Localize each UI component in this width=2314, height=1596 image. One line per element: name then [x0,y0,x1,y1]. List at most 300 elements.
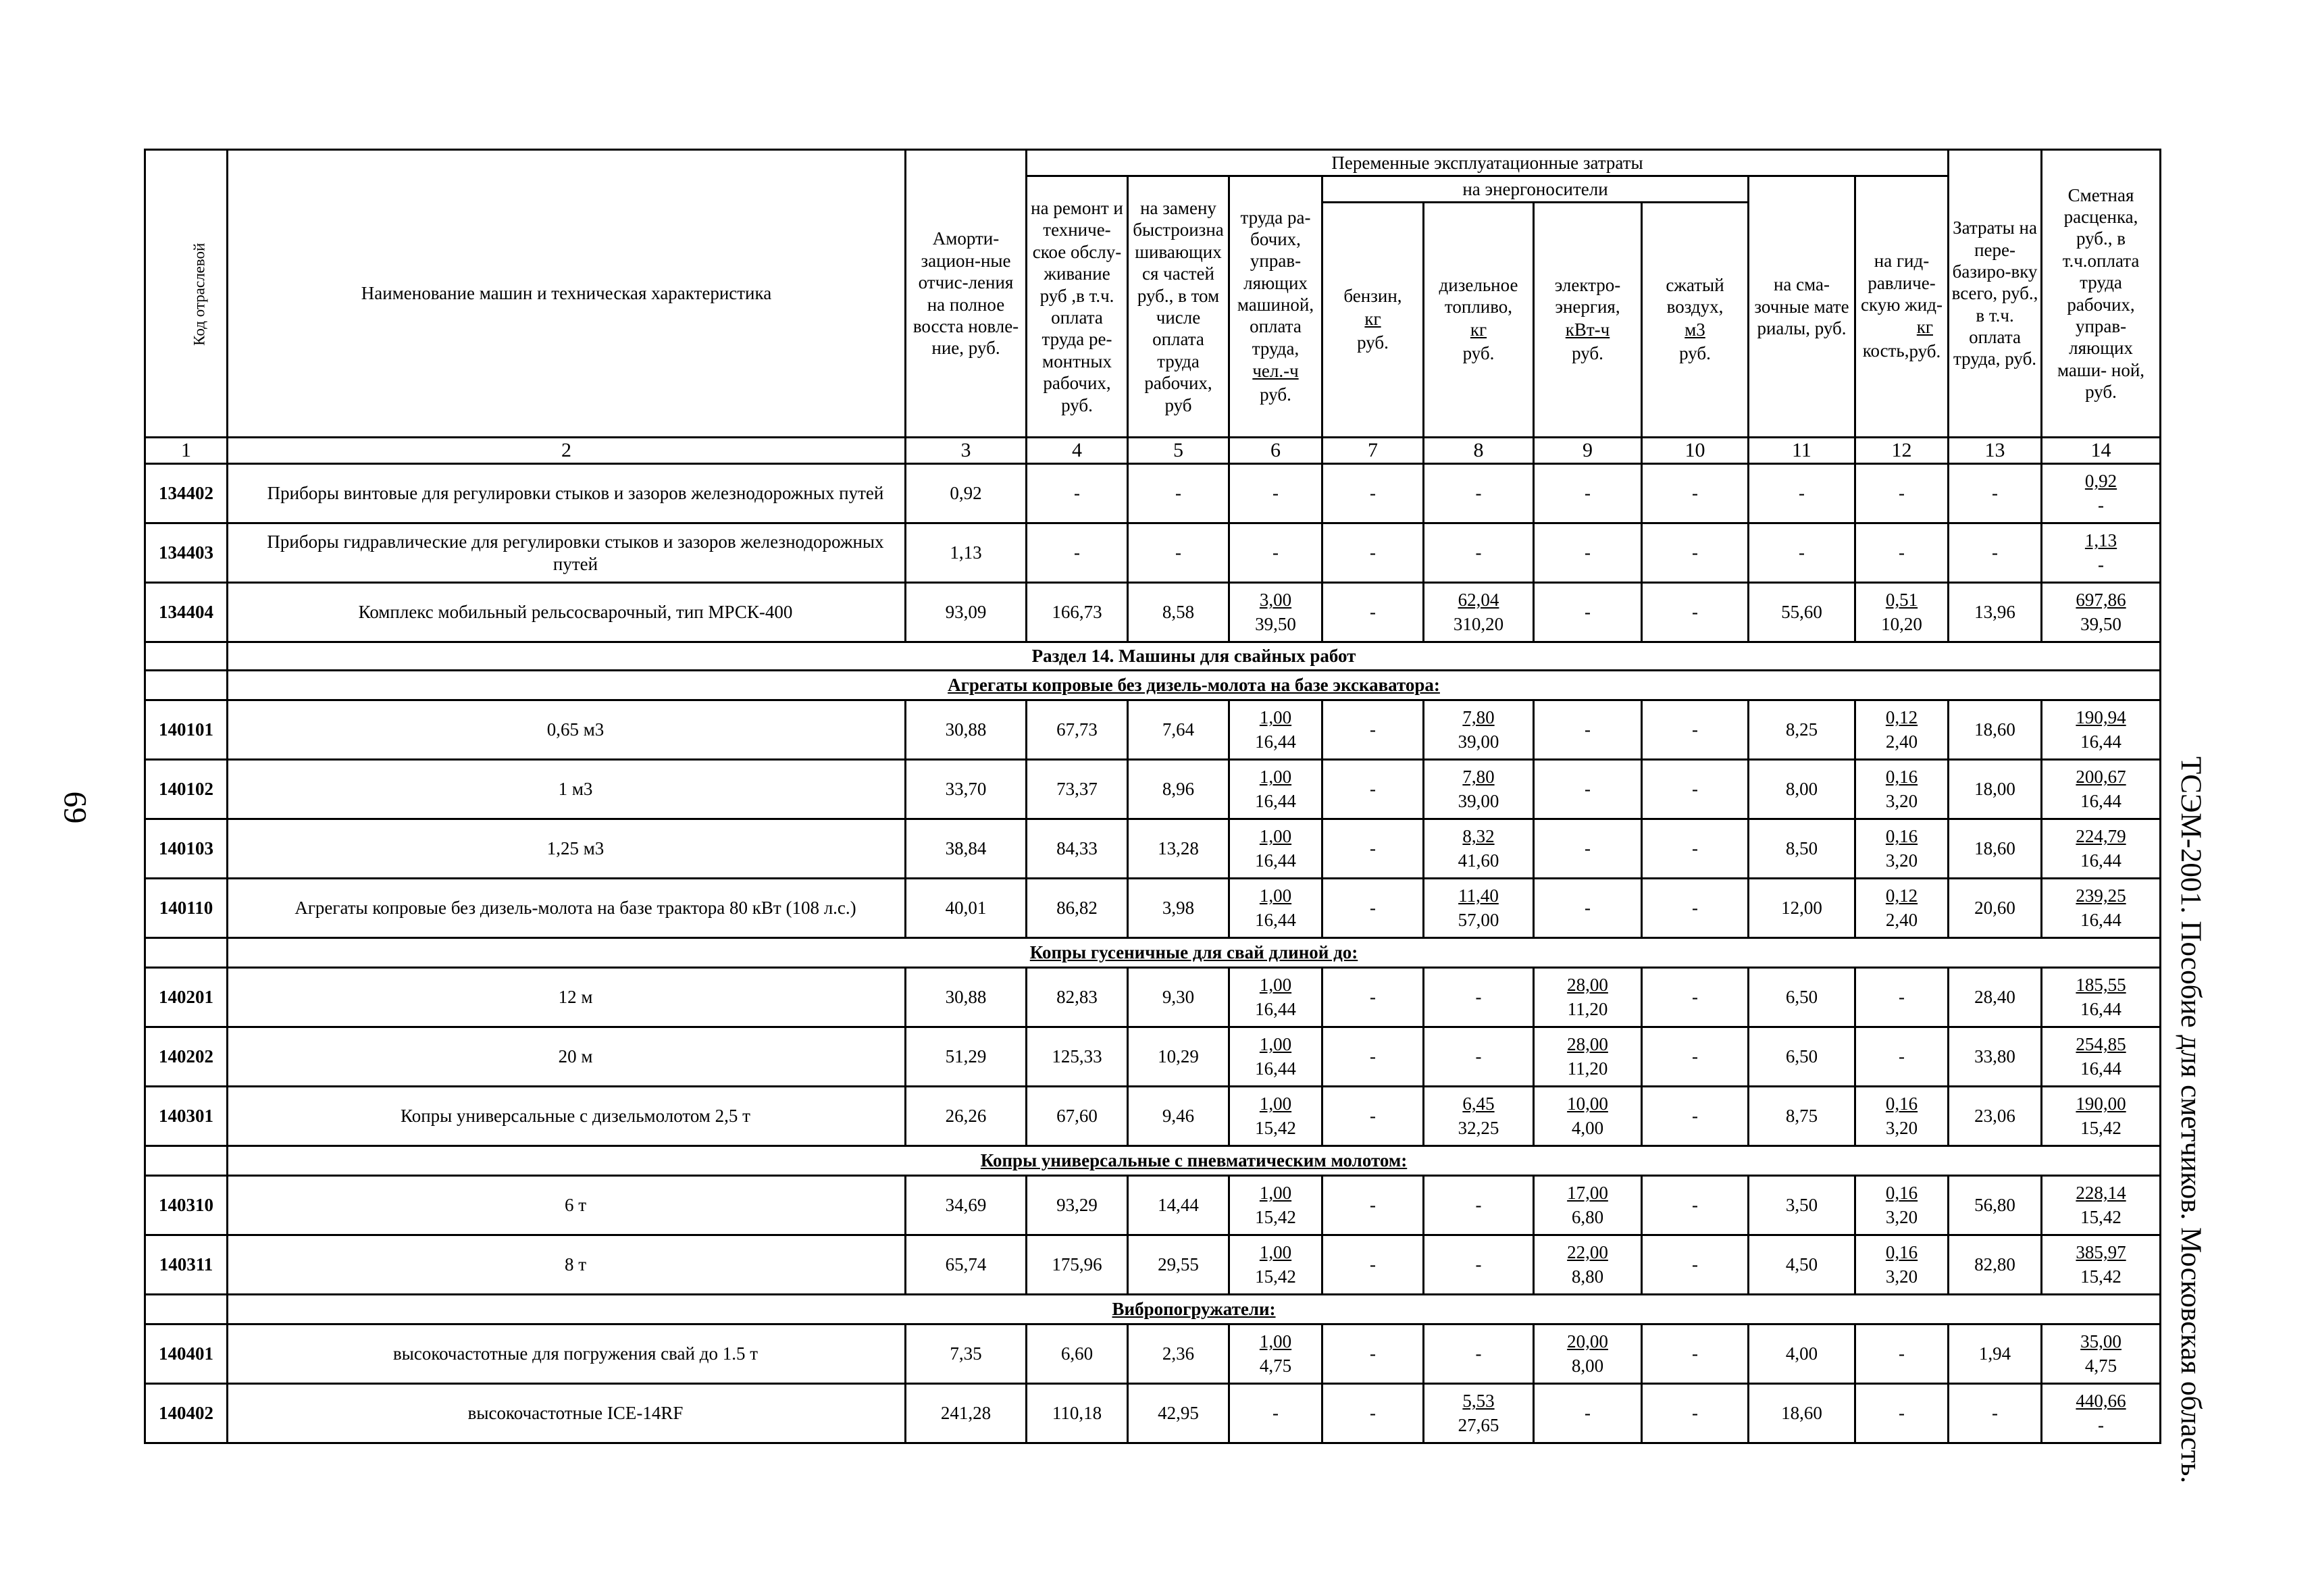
row-name: Агрегаты копровые без дизель-молота на базе трактора 80 кВт (108 л.с.) [228,879,906,938]
air-value: - [1642,700,1749,760]
lubricants-value: 8,50 [1749,819,1855,879]
amortization-value: 0,92 [906,464,1027,523]
repair-value: 84,33 [1027,819,1128,879]
repair-value: - [1027,464,1128,523]
amortization-value: 1,13 [906,523,1027,583]
electricity-value: - [1534,523,1642,583]
value-bottom: 8,00 [1571,1355,1604,1376]
lubricants-value: - [1749,464,1855,523]
parts-value: 29,55 [1128,1235,1229,1295]
column-number: 14 [2042,438,2161,464]
repair-value: 67,73 [1027,700,1128,760]
parts-value: 10,29 [1128,1027,1229,1087]
estimate-value [2042,1235,2161,1295]
table-row [145,700,2161,760]
repair-value: 175,96 [1027,1235,1128,1295]
header-amortization: Аморти-зацион-ные отчис-ления на полное восста новле-ние, руб. [906,150,1027,438]
repair-value: 86,82 [1027,879,1128,938]
value-top: 697,86 [2076,590,2126,611]
value-top: 0,16 [1885,767,1918,788]
petrol-value: - [1322,1027,1424,1087]
table-row [145,1087,2161,1146]
page-number: 69 [57,791,93,824]
lubricants-value: 8,75 [1749,1087,1855,1146]
petrol-value: - [1322,1324,1424,1384]
operators-value [1229,1176,1322,1235]
group-code-cell [145,938,228,968]
operators-value [1229,1235,1322,1295]
amortization-value: 26,26 [906,1087,1027,1146]
petrol-value: - [1322,583,1424,642]
lubricants-value: 8,00 [1749,760,1855,819]
value-bottom: 8,80 [1571,1266,1604,1287]
value-bottom: 16,44 [1255,731,1296,752]
diesel-value [1424,879,1534,938]
column-number: 12 [1855,438,1949,464]
machine-cost-table [144,149,2161,1444]
hydraulic-value: - [1855,1324,1949,1384]
value-top: 385,97 [2076,1242,2126,1263]
table-body [145,464,2161,1443]
group-row [145,1295,2161,1324]
value-top: 0,12 [1885,707,1918,728]
value-bottom: 11,20 [1567,1058,1608,1079]
table-row [145,1384,2161,1443]
parts-value: 8,96 [1128,760,1229,819]
row-name: 6 т [228,1176,906,1235]
value-bottom: 2,40 [1885,731,1918,752]
table-row [145,760,2161,819]
value-bottom: 3,20 [1885,850,1918,871]
column-number: 7 [1322,438,1424,464]
air-value: - [1642,819,1749,879]
table-row [145,819,2161,879]
header-code: Код отраслевой [145,150,228,438]
electricity-value [1534,1324,1642,1384]
value-bottom: 3,20 [1885,1266,1918,1287]
row-name: 12 м [228,968,906,1027]
diesel-value: - [1424,968,1534,1027]
electricity-value [1534,1235,1642,1295]
group-code-cell [145,671,228,700]
value-top: 17,00 [1567,1183,1608,1204]
value-top: 254,85 [2076,1034,2126,1055]
diesel-value [1424,700,1534,760]
parts-value: 13,28 [1128,819,1229,879]
relocation-value: 23,06 [1949,1087,2042,1146]
air-value: - [1642,1027,1749,1087]
value-bottom: 16,44 [2080,909,2122,930]
value-top: 0,16 [1885,1242,1918,1263]
value-bottom: 6,80 [1571,1206,1604,1227]
value-bottom: 41,60 [1458,850,1499,871]
column-number: 9 [1534,438,1642,464]
value-top: 22,00 [1567,1242,1608,1263]
petrol-value: - [1322,523,1424,583]
estimate-value [2042,700,2161,760]
lubricants-value: 4,50 [1749,1235,1855,1295]
estimate-value [2042,464,2161,523]
group-title: Копры гусеничные для свай длиной до: [228,938,2161,968]
value-bottom: 15,42 [2080,1266,2122,1287]
value-bottom: 4,00 [1571,1117,1604,1138]
value-bottom: 16,44 [2080,998,2122,1019]
group-title: Вибропогружатели: [228,1295,2161,1324]
header-variable-costs: Переменные эксплуатационные затраты [1027,150,1949,176]
parts-value: 3,98 [1128,879,1229,938]
header-diesel: дизельное топливо, $\frac{кг}{\text{руб.}}$ [1424,203,1534,438]
petrol-value: - [1322,1176,1424,1235]
header-electricity: электро-энергия, $\frac{\text{кВт-ч}}{\text{руб.}}$ [1534,203,1642,438]
value-top: 28,00 [1567,1034,1608,1055]
repair-value: 67,60 [1027,1087,1128,1146]
group-title: Копры универсальные с пневматическим молотом: [228,1146,2161,1176]
value-top: 440,66 [2076,1391,2126,1412]
row-code: 140202 [145,1027,228,1087]
lubricants-value: 6,50 [1749,968,1855,1027]
air-value: - [1642,1087,1749,1146]
row-code: 140110 [145,879,228,938]
petrol-value: - [1322,1087,1424,1146]
value-bottom: 4,75 [2084,1355,2117,1376]
value-top: 0,16 [1885,826,1918,847]
group-row [145,1146,2161,1176]
relocation-value: 33,80 [1949,1027,2042,1087]
column-number: 13 [1949,438,2042,464]
value-bottom: 39,00 [1458,790,1499,811]
diesel-value [1424,583,1534,642]
hydraulic-value: - [1855,968,1949,1027]
table-row [145,464,2161,523]
estimate-value [2042,879,2161,938]
value-top: 0,92 [2084,471,2117,492]
parts-value: 7,64 [1128,700,1229,760]
row-name: 1 м3 [228,760,906,819]
estimate-value [2042,1324,2161,1384]
repair-value: 93,29 [1027,1176,1128,1235]
value-top: 1,00 [1259,1034,1292,1055]
diesel-value: - [1424,523,1534,583]
row-name: Комплекс мобильный рельсосварочный, тип МРСК-400 [228,583,906,642]
estimate-value [2042,1384,2161,1443]
diesel-value [1424,819,1534,879]
value-top: 10,00 [1567,1093,1608,1114]
relocation-value: - [1949,464,2042,523]
value-top: 7,80 [1462,767,1495,788]
amortization-value: 93,09 [906,583,1027,642]
amortization-value: 38,84 [906,819,1027,879]
estimate-value [2042,819,2161,879]
hydraulic-value [1855,1235,1949,1295]
side-title: ТСЭМ-2001. Пособие для сметчиков. Московская область. [2175,756,2207,1484]
hydraulic-value [1855,700,1949,760]
operators-value [1229,1027,1322,1087]
row-name: высокочастотные для погружения свай до 1.5 т [228,1324,906,1384]
lubricants-value: 12,00 [1749,879,1855,938]
group-row [145,671,2161,700]
air-value: - [1642,1384,1749,1443]
air-value: - [1642,1176,1749,1235]
value-bottom: - [2098,554,2105,575]
operators-value: - [1229,1384,1322,1443]
table-row [145,1027,2161,1087]
air-value: - [1642,464,1749,523]
value-bottom: 27,65 [1458,1414,1499,1435]
relocation-value: 56,80 [1949,1176,2042,1235]
value-bottom: 57,00 [1458,909,1499,930]
value-top: 190,94 [2076,707,2126,728]
row-code: 140103 [145,819,228,879]
value-top: 62,04 [1458,590,1499,611]
amortization-value: 7,35 [906,1324,1027,1384]
value-bottom: 10,20 [1881,613,1922,634]
electricity-value: - [1534,583,1642,642]
petrol-value: - [1322,879,1424,938]
value-top: 1,00 [1259,975,1292,996]
value-bottom: 16,44 [2080,1058,2122,1079]
value-top: 1,00 [1259,1183,1292,1204]
row-name: Копры универсальные с дизельмолотом 2,5 т [228,1087,906,1146]
parts-value: 9,30 [1128,968,1229,1027]
row-code: 140310 [145,1176,228,1235]
value-bottom: 39,00 [1458,731,1499,752]
relocation-value: - [1949,523,2042,583]
petrol-value: - [1322,819,1424,879]
parts-value: 9,46 [1128,1087,1229,1146]
air-value: - [1642,523,1749,583]
value-top: 239,25 [2076,885,2126,906]
value-bottom: 16,44 [1255,909,1296,930]
diesel-value [1424,1087,1534,1146]
diesel-value [1424,1384,1534,1443]
diesel-value: - [1424,1027,1534,1087]
operators-value [1229,700,1322,760]
header-hydraulic: на гид-равличе-скую жид-кость, $\frac{кг}{\text{руб.}}$ [1855,176,1949,438]
row-code: 140201 [145,968,228,1027]
parts-value: 14,44 [1128,1176,1229,1235]
column-number: 1 [145,438,228,464]
value-top: 0,16 [1885,1093,1918,1114]
row-code: 134402 [145,464,228,523]
row-code: 140401 [145,1324,228,1384]
relocation-value: 18,00 [1949,760,2042,819]
value-top: 0,12 [1885,885,1918,906]
value-bottom: 3,20 [1885,1206,1918,1227]
estimate-value [2042,1027,2161,1087]
electricity-value [1534,1027,1642,1087]
value-top: 5,53 [1462,1391,1495,1412]
relocation-value: 1,94 [1949,1324,2042,1384]
value-top: 1,13 [2084,530,2117,551]
row-code: 140402 [145,1384,228,1443]
header-name: Наименование машин и техническая характеристика [228,150,906,438]
value-top: 1,00 [1259,885,1292,906]
value-top: 35,00 [2080,1331,2122,1352]
value-bottom: 15,42 [2080,1117,2122,1138]
hydraulic-value: - [1855,464,1949,523]
value-top: 0,51 [1885,590,1918,611]
row-code: 140301 [145,1087,228,1146]
column-number: 6 [1229,438,1322,464]
column-number: 3 [906,438,1027,464]
amortization-value: 51,29 [906,1027,1027,1087]
amortization-value: 30,88 [906,700,1027,760]
header-petrol: бензин, $\frac{кг}{\text{руб.}}$ [1322,203,1424,438]
value-bottom: 4,75 [1259,1355,1292,1376]
value-bottom: 39,50 [1255,613,1296,634]
header-estimate: Сметная расценка, руб., в т.ч.оплата труда рабочих, управ-ляющих маши- ной, руб. [2042,150,2161,438]
value-bottom: 16,44 [2080,850,2122,871]
electricity-value [1534,968,1642,1027]
repair-value: 6,60 [1027,1324,1128,1384]
air-value: - [1642,583,1749,642]
value-bottom: 16,44 [2080,731,2122,752]
petrol-value: - [1322,700,1424,760]
amortization-value: 241,28 [906,1384,1027,1443]
value-bottom: 15,42 [1255,1266,1296,1287]
column-number: 11 [1749,438,1855,464]
petrol-value: - [1322,464,1424,523]
value-top: 0,16 [1885,1183,1918,1204]
row-code: 140311 [145,1235,228,1295]
air-value: - [1642,879,1749,938]
header-air: сжатый воздух, $\frac{м3}{\text{руб.}}$ [1642,203,1749,438]
relocation-value: 13,96 [1949,583,2042,642]
value-top: 224,79 [2076,826,2126,847]
header-lubricants: на сма-зочные мате риалы, руб. [1749,176,1855,438]
table-row [145,968,2161,1027]
lubricants-value: 6,50 [1749,1027,1855,1087]
estimate-value [2042,968,2161,1027]
relocation-value: 82,80 [1949,1235,2042,1295]
row-name: Приборы гидравлические для регулировки стыков и зазоров железнодорожных путей [228,523,906,583]
value-bottom: 3,20 [1885,1117,1918,1138]
amortization-value: 34,69 [906,1176,1027,1235]
row-code: 140102 [145,760,228,819]
electricity-value: - [1534,819,1642,879]
repair-value: - [1027,523,1128,583]
operators-value [1229,760,1322,819]
value-bottom: 16,44 [1255,790,1296,811]
lubricants-value: 4,00 [1749,1324,1855,1384]
estimate-value [2042,1087,2161,1146]
amortization-value: 65,74 [906,1235,1027,1295]
value-bottom: 11,20 [1567,998,1608,1019]
value-bottom: 15,42 [1255,1206,1296,1227]
amortization-value: 40,01 [906,879,1027,938]
value-bottom: 32,25 [1458,1117,1499,1138]
row-code: 134403 [145,523,228,583]
value-top: 190,00 [2076,1093,2126,1114]
table-row [145,1176,2161,1235]
value-bottom: 16,44 [1255,850,1296,871]
petrol-value: - [1322,760,1424,819]
value-bottom: 39,50 [2080,613,2122,634]
header-parts: на замену быстроизна шивающих ся частей руб., в том числе оплата труда рабочих, руб [1128,176,1229,438]
header-operators: труда ра-бочих, управ-ляющих машиной, оплата труда, $\frac{\text{чел.-ч}}{\text{руб.}}$ [1229,176,1322,438]
column-number: 10 [1642,438,1749,464]
value-top: 1,00 [1259,1093,1292,1114]
table-row [145,1235,2161,1295]
electricity-value: - [1534,760,1642,819]
hydraulic-value [1855,583,1949,642]
row-name: высокочастотные ICE-14RF [228,1384,906,1443]
row-name: 0,65 м3 [228,700,906,760]
value-top: 28,00 [1567,975,1608,996]
operators-value: - [1229,464,1322,523]
column-numbers-row [145,438,2161,464]
amortization-value: 30,88 [906,968,1027,1027]
electricity-value: - [1534,879,1642,938]
parts-value: 8,58 [1128,583,1229,642]
value-bottom: 16,44 [1255,998,1296,1019]
column-number: 2 [228,438,906,464]
value-top: 3,00 [1259,590,1292,611]
section-code-cell [145,642,228,671]
operators-value [1229,583,1322,642]
value-top: 6,45 [1462,1093,1495,1114]
value-bottom: 16,44 [2080,790,2122,811]
hydraulic-value [1855,819,1949,879]
group-title: Агрегаты копровые без дизель-молота на базе экскаватора: [228,671,2161,700]
diesel-value: - [1424,1324,1534,1384]
relocation-value: - [1949,1384,2042,1443]
parts-value: - [1128,523,1229,583]
table-row [145,523,2161,583]
value-top: 20,00 [1567,1331,1608,1352]
estimate-value [2042,583,2161,642]
value-bottom: 16,44 [1255,1058,1296,1079]
column-number: 8 [1424,438,1534,464]
repair-value: 166,73 [1027,583,1128,642]
parts-value: 2,36 [1128,1324,1229,1384]
table-row [145,583,2161,642]
value-bottom: - [2098,1414,2105,1435]
estimate-value [2042,1176,2161,1235]
parts-value: 42,95 [1128,1384,1229,1443]
row-name: 1,25 м3 [228,819,906,879]
value-top: 7,80 [1462,707,1495,728]
value-bottom: - [2098,494,2105,515]
table-row [145,879,2161,938]
value-bottom: 2,40 [1885,909,1918,930]
hydraulic-value [1855,879,1949,938]
air-value: - [1642,968,1749,1027]
operators-value [1229,1087,1322,1146]
value-top: 1,00 [1259,826,1292,847]
estimate-value [2042,760,2161,819]
row-name: Приборы винтовые для регулировки стыков и зазоров железнодорожных путей [228,464,906,523]
value-top: 1,00 [1259,1331,1292,1352]
hydraulic-value [1855,1087,1949,1146]
lubricants-value: 18,60 [1749,1384,1855,1443]
column-number: 4 [1027,438,1128,464]
operators-value [1229,879,1322,938]
value-top: 228,14 [2076,1183,2126,1204]
table-row [145,1324,2161,1384]
petrol-value: - [1322,1235,1424,1295]
relocation-value: 18,60 [1949,700,2042,760]
diesel-value: - [1424,1176,1534,1235]
operators-value: - [1229,523,1322,583]
electricity-value: - [1534,1384,1642,1443]
value-bottom: 15,42 [2080,1206,2122,1227]
operators-value [1229,1324,1322,1384]
hydraulic-value: - [1855,1027,1949,1087]
row-name: 20 м [228,1027,906,1087]
electricity-value [1534,1176,1642,1235]
operators-value [1229,819,1322,879]
